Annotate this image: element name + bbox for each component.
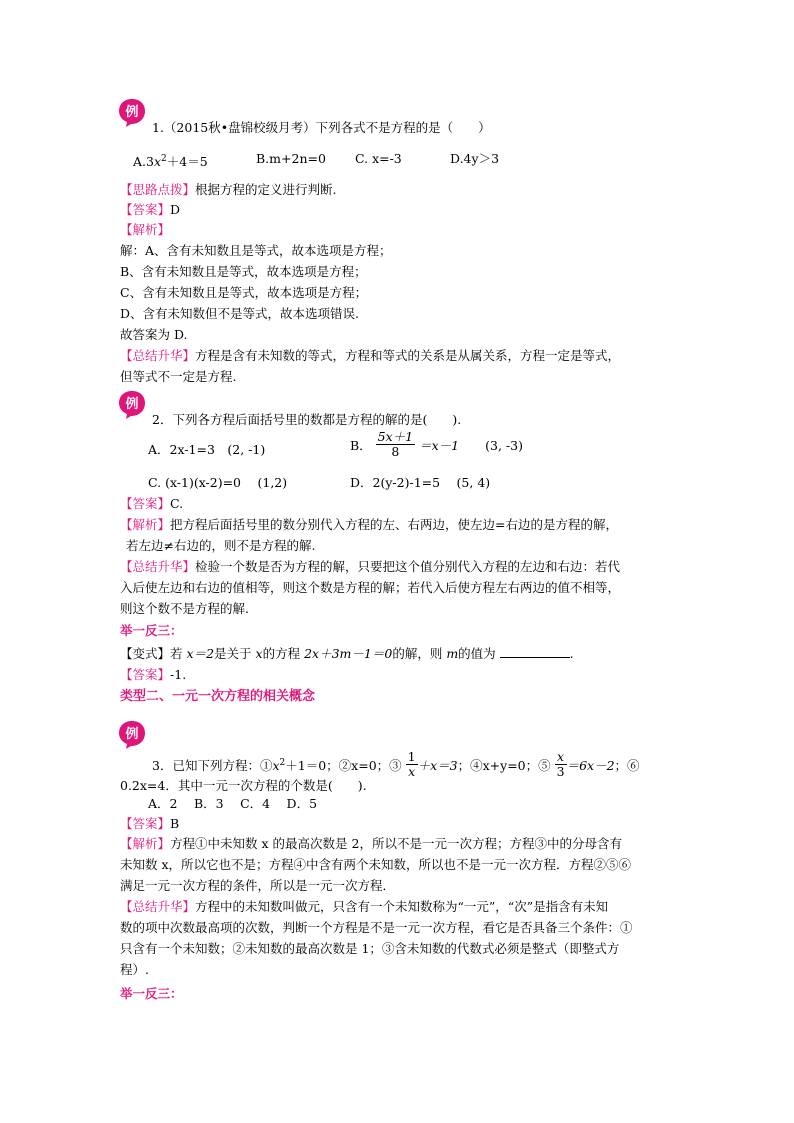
- q2-analysis: 【解析】把方程后面括号里的数分别代入方程的左、右两边，使左边=右边的是方程的解，: [120, 517, 618, 532]
- example-badge-char: 例: [125, 397, 139, 412]
- q1-stem: 1.（2015秋•盘锦校级月考）下列各式不是方程的是（ ）: [152, 120, 491, 135]
- q3-analysis-line: 未知数 x，所以它也不是；方程④中含有两个未知数，所以也不是一元一次方程．方程②⑤⑥: [120, 857, 632, 872]
- q2-option-a: A．2x-1=3 (2, -1): [148, 442, 266, 457]
- q2-variant: 【变式】若 x＝2是关于 x的方程 2x＋3m－1＝0的解，则 m的值为 .: [120, 646, 574, 661]
- q2-summary-line: 入后使左边和右边的值相等，则这个数是方程的解；若代入后使方程左右两边的值不相等，: [120, 580, 621, 595]
- q3-summary-line: 程）.: [120, 962, 149, 977]
- q1-analysis-line: 故答案为 D.: [120, 327, 188, 342]
- section-title: 类型二、一元一次方程的相关概念: [120, 689, 316, 704]
- q1-option-d: D.4y＞3: [450, 151, 500, 166]
- q2-option-b: B． $\frac{5x+1}{8}$ ＝x－1 (3, -3): [350, 429, 523, 459]
- q2-answer: 【答案】C.: [120, 496, 184, 511]
- q1-analysis-line: D、含有未知数但不是等式，故本选项错误.: [120, 306, 359, 321]
- q2-variant-answer: 【答案】-1.: [120, 667, 187, 682]
- q1-analysis-label: 【解析】: [120, 222, 171, 237]
- q3-summary: 【总结升华】方程中的未知数叫做元，只含有一个未知数称为“一元”，“次”是指含有未知: [120, 899, 609, 914]
- q3-answer: 【答案】B: [120, 816, 180, 831]
- practice-heading: 举一反三：: [120, 623, 183, 638]
- q1-option-c: C. x=-3: [355, 151, 402, 166]
- example-badge-char: 例: [125, 727, 139, 742]
- q2-analysis-line: 若左边≠右边的，则不是方程的解.: [126, 538, 316, 553]
- q3-analysis-line: 满足一元一次方程的条件，所以是一元一次方程．: [120, 878, 396, 893]
- q3-stem-line: 0.2x=4．其中一元一次方程的个数是( ).: [120, 778, 367, 793]
- answer-blank[interactable]: [500, 645, 570, 658]
- q2-summary: 【总结升华】检验一个数是否为方程的解，只要把这个值分别代入方程的左边和右边：若代: [120, 559, 621, 574]
- q1-tip: 【思路点拨】根据方程的定义进行判断.: [120, 182, 337, 197]
- q1-analysis-line: C、含有未知数且是等式，故本选项是方程；: [120, 285, 368, 300]
- q3-stem: 3．已知下列方程：$①x^2+1=0$；②x=0；③ $\frac{1}{x}$ ＋x＝3；④x+y=0；⑤ $\frac{x}{3}$ ＝6x－2；⑥: [152, 749, 640, 779]
- q2-option-d: D．2(y-2)-1=5 (5, 4): [350, 475, 491, 490]
- q2-summary-line: 则这个数不是方程的解.: [120, 601, 249, 616]
- example-badge-2: [118, 390, 146, 416]
- q1-summary-line: 但等式不一定是方程.: [120, 369, 237, 384]
- q1-answer: 【答案】D: [120, 202, 181, 217]
- q1-analysis-line: 解：A、含有未知数且是等式，故本选项是方程；: [120, 243, 392, 258]
- q2-stem: 2．下列各方程后面括号里的数都是方程的解的是( ).: [152, 412, 462, 427]
- example-badge-1: [118, 98, 146, 124]
- q1-analysis-line: B、含有未知数且是等式，故本选项是方程；: [120, 264, 367, 279]
- example-badge-3: [118, 720, 146, 746]
- practice-heading: 举一反三：: [120, 986, 183, 1001]
- q2-option-c: C. (x-1)(x-2)=0 (1,2): [148, 475, 288, 490]
- q1-option-b: B.m+2n=0: [256, 151, 326, 166]
- q1-summary: 【总结升华】方程是含有未知数的等式，方程和等式的关系是从属关系，方程一定是等式，: [120, 348, 621, 363]
- q3-summary-line: 只含有一个未知数；②未知数的最高次数是 1；③含未知数的代数式必须是整式（即整式方: [120, 941, 620, 956]
- q3-analysis: 【解析】方程①中未知数 x 的最高次数是 2，所以不是一元一次方程；方程③中的分母含有: [120, 836, 622, 851]
- example-badge-char: 例: [125, 105, 139, 120]
- q1-option-a: $A.3x^2+4=5$: [133, 154, 208, 170]
- q3-options: A．2 B．3 C．4 D．5: [148, 796, 318, 811]
- q3-summary-line: 数的项中次数最高项的次数，判断一个方程是不是一元一次方程，看它是否具备三个条件：①: [120, 920, 633, 935]
